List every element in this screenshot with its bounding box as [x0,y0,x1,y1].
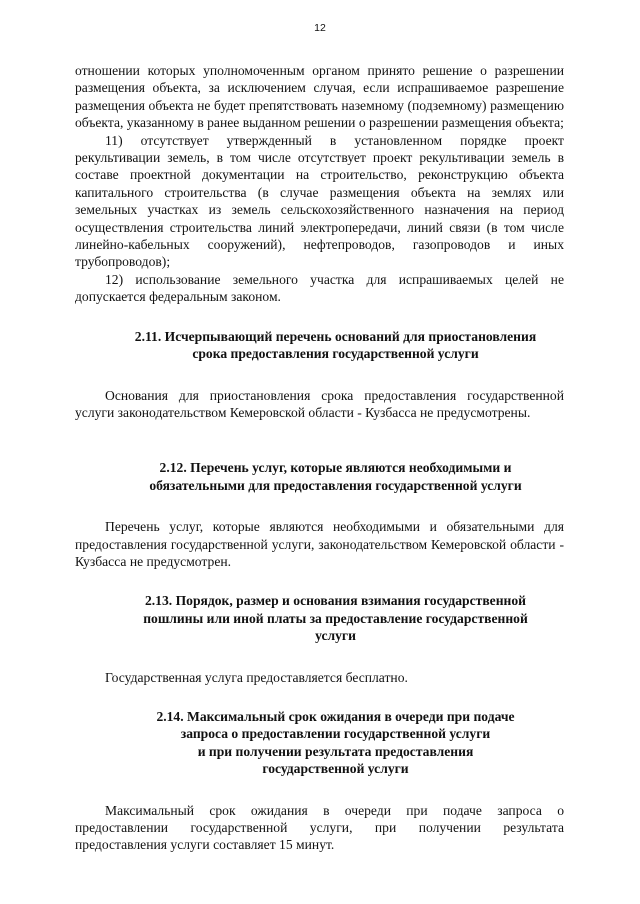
list-item-11: 11) отсутствует утвержденный в установленном порядке проект рекультивации земель, в том числе отсутствует проект рекультивации земель в составе проектной документации на строительство, реконструкцию объекта капитального строительства (в случае размещения объекта на землях или земельных участках из земель сельскохозяйственного назначения на период осуществления строительства линий электропередачи, линий связи (в том числе линейно-кабельных сооружений), нефтепроводов, газопроводов и иных трубопроводов); [75,132,564,270]
section-body-2-12: Перечень услуг, которые являются необходимыми и обязательными для предоставления государственной услуги, законодательством Кемеровской области - Кузбасса не предусмотрен. [75,519,564,569]
page-content [75,62,564,854]
section-heading-2-12 [75,459,564,494]
heading-line: услуги [315,628,356,644]
spacer [75,778,564,802]
spacer [75,645,564,669]
heading-line: обязательными для предоставления государственной услуги [149,477,522,493]
heading-line: и при получении результата предоставления [197,743,474,759]
heading-line: срока предоставления государственной услуги [192,346,479,362]
spacer [75,421,564,459]
page-number: 12 [314,22,326,34]
spacer [75,686,564,708]
section-heading-2-11 [75,328,564,363]
heading-line: 2.14. Максимальный срок ожидания в очереди при подаче [156,708,515,724]
section-body-2-14: Максимальный срок ожидания в очереди при подаче запроса о предоставлении государственной услуги, при получении результата предоставления услуги составляет 15 минут. [75,802,564,853]
spacer [75,363,564,387]
section-heading-2-13 [75,592,564,644]
section-body-2-13: Государственная услуга предоставляется бесплатно. [105,669,408,685]
heading-line: 2.13. Порядок, размер и основания взимания государственной [144,593,527,609]
heading-line: 2.11. Исчерпывающий перечень оснований для приостановления [134,328,537,344]
heading-line: государственной услуги [262,761,409,777]
heading-line: запроса о предоставлении государственной услуги [180,726,491,742]
section-body-2-11: Основания для приостановления срока предоставления государственной услуги законодательством Кемеровской области - Кузбасса не предусмотрены. [75,387,564,420]
section-heading-2-14 [75,708,564,778]
spacer [75,306,564,328]
spacer [75,494,564,518]
heading-line: пошлины или иной платы за предоставление государственной [143,610,528,626]
heading-line: 2.12. Перечень услуг, которые являются необходимыми и [159,460,512,476]
spacer [75,570,564,592]
list-item-12: 12) использование земельного участка для испрашиваемых целей не допускается федеральным законом. [75,271,564,305]
continuation-paragraph: отношении которых уполномоченным органом принято решение о разрешении размещения объекта, за исключением случая, если испрашиваемое разрешение размещения объекта не будет препятствовать наземному (подземному) размещению объекта, указанному в ранее выданном решении о разрешении размещения объекта; [75,63,564,131]
